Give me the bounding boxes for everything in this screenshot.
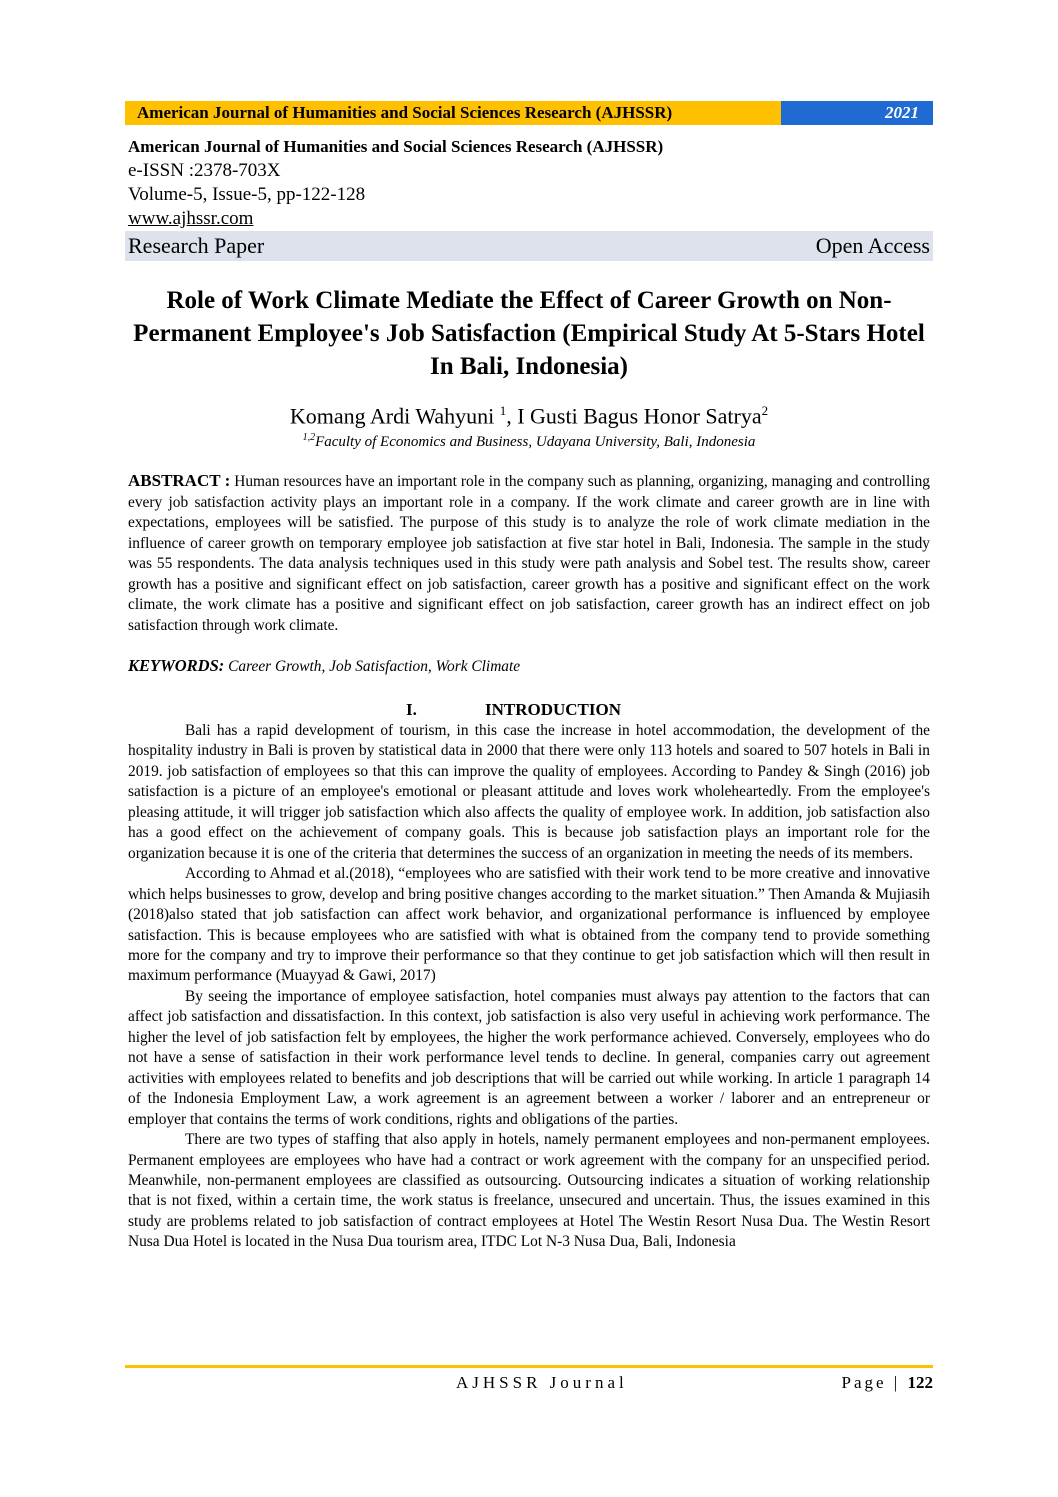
keywords (128, 656, 930, 677)
author-affiliation-mark: 1 (499, 403, 507, 418)
paragraph: By seeing the importance of employee satisfaction, hotel companies must always pay attention to the factors that can affect job satisfaction and dissatisfaction. In this context, job satisfaction is also very useful in achieving work performance. The higher the level of job satisfaction felt by employees, the higher the work performance achieved. Conversely, employees who do not have a sense of satisfaction in their work performance level tends to decline. In general, companies carry out agreement activities with employees related to benefits and job descriptions that will be carried out while working. In article 1 paragraph 14 of the Indonesia Employment Law, a work agreement is an agreement between a worker / laborer and an entrepreneur or employer that contains the terms of work conditions, rights and obligations of the parties. (128, 987, 930, 1128)
affiliation-text: Faculty of Economics and Business, Udayana University, Bali, Indonesia (315, 434, 756, 450)
header-year: 2021 (781, 101, 933, 125)
page-label: Page | (841, 1373, 908, 1392)
author-name: I Gusti Bagus Honor Satrya (517, 403, 762, 429)
author-name: Komang Ardi Wahyuni (289, 403, 500, 429)
section-number: I. (406, 700, 417, 719)
access-type: Open Access (815, 233, 930, 258)
volume-issue: Volume-5, Issue-5, pp-122-128 (128, 184, 366, 205)
section-title: INTRODUCTION (485, 700, 622, 719)
keywords-text: Career Growth, Job Satisfaction, Work Climate (224, 658, 521, 675)
footer-page-indicator (842, 1373, 933, 1393)
authors (125, 397, 933, 430)
abstract-text: Human resources have an important role in the company such as planning, organizing, managing and controlling every job satisfaction activity plays an important role in a company. If the work climate and career growth are in line with expectations, employees will be satisfied. The purpose of this study is to analyze the role of work climate mediation in the influence of career growth on temporary employee job satisfaction at five star hotel in Bali, Indonesia. The sample in the study was 55 respondents. The data analysis techniques used in this study were path analysis and Sobel test. The results show, career growth has a positive and significant effect on job satisfaction, career growth has a positive and significant effect on the work climate, the work climate has a positive and significant effect on job satisfaction, career growth has an indirect effect on job satisfaction through work climate. (128, 473, 930, 634)
journal-name: American Journal of Humanities and Social Sciences Research (AJHSSR) (128, 137, 664, 156)
paragraph: According to Ahmad et al.(2018), “employees who are satisfied with their work tend to be more creative and innovative which helps businesses to grow, develop and bring positive changes according to the market situation.” Then Amanda & Mujiasih (2018)also stated that job satisfaction can affect work behavior, and organizational performance is influenced by employee satisfaction. This is because employees who are satisfied with what is obtained from the company tend to provide something more for the company and try to improve their performance so that they continue to get job satisfaction which will then result in maximum performance (Muayyad & Gawi, 2017) (128, 865, 930, 985)
paper-title: Role of Work Climate Mediate the Effect of Career Growth on Non-Permanent Employee's Job Satisfaction (Empirical Study At 5-Stars Hotel In Bali, Indonesia) (133, 287, 925, 380)
paragraph: There are two types of staffing that also apply in hotels, namely permanent employees and non-permanent employees. Permanent employees are employees who have had a contract or work agreement with the company for an unspecified period. Meanwhile, non-permanent employees are classified as outsourcing. Outsourcing indicates a situation of working relationship that is not fixed, within a certain time, the work status is freelance, unsecured and uncertain. Thus, the issues examined in this study are problems related to job satisfaction of contract employees at Hotel The Westin Resort Nusa Dua. The Westin Resort Nusa Dua Hotel is located in the Nusa Dua tourism area, ITDC Lot N-3 Nusa Dua, Bali, Indonesia (128, 1131, 930, 1251)
page-footer (125, 1373, 933, 1397)
page-number: 122 (907, 1373, 933, 1392)
introduction-body (128, 721, 930, 1253)
footer-divider (125, 1365, 933, 1368)
abstract-label: ABSTRACT : (128, 471, 231, 490)
header-journal-name: American Journal of Humanities and Social Sciences Research (AJHSSR) (125, 101, 781, 125)
journal-website-link[interactable]: www.ajhssr.com (128, 208, 254, 229)
author-separator: , (506, 403, 518, 429)
paper-type: Research Paper (128, 233, 265, 258)
keywords-label: KEYWORDS: (128, 656, 225, 675)
affiliation-mark: 1,2 (302, 432, 316, 443)
paper-type-bar (125, 231, 933, 261)
eissn: e-ISSN :2378-703X (128, 160, 281, 181)
journal-info-block (128, 134, 933, 231)
affiliation (125, 428, 933, 452)
abstract (128, 471, 930, 636)
footer-journal-name: AJHSSR Journal (456, 1373, 628, 1392)
author-affiliation-mark: 2 (761, 403, 769, 418)
running-header (125, 101, 933, 125)
paragraph: Bali has a rapid development of tourism, in this case the increase in hotel accommodation, the development of the hospitality industry in Bali is proven by statistical data in 2000 that there were only 113 hotels and soared to 507 hotels in Bali in 2019. job satisfaction of employees so that this can improve the quality of employees. According to Pandey & Singh (2016) job satisfaction is a picture of an employee's emotional or pleasant attitude and loves work wholeheartedly. From the employee's pleasing attitude, it will trigger job satisfaction which also affects the quality of employee work. In addition, job satisfaction also has a good effect on the achievement of company goals. This is because job satisfaction plays an important role for the organization because it is one of the criteria that determines the success of an organization in meeting the needs of its members. (128, 722, 930, 862)
